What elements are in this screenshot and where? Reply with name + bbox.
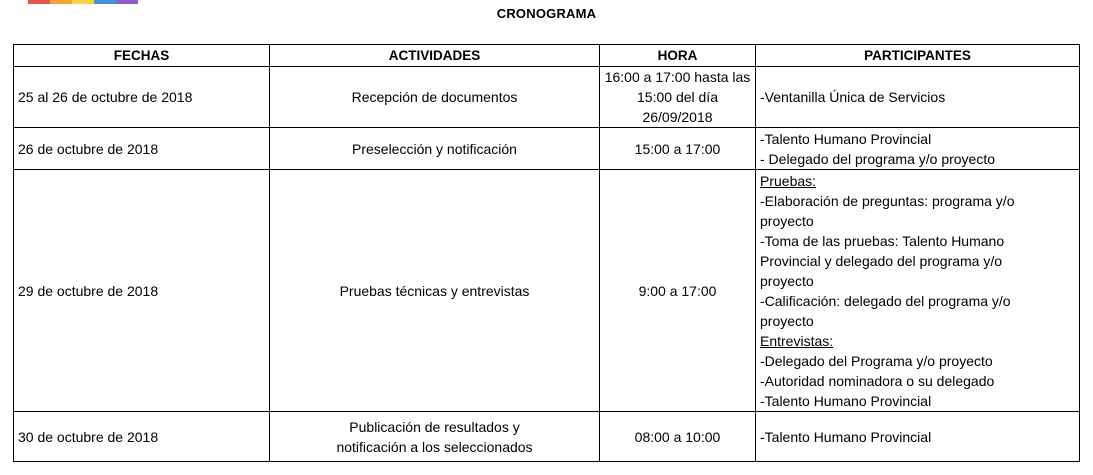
logo-color-bar	[28, 0, 50, 4]
cell-participantes: Pruebas: -Elaboración de preguntas: programa y/o proyecto -Toma de las pruebas: Talento Humano Provincial y delegado del programa y/o proyecto -Calificación: delegado del programa y/o proyecto Entrevistas: -Delegado del Programa y/o proyecto -Autoridad nominadora o su delegado -Talento Humano Provincial	[756, 170, 1080, 412]
logo-color-bar	[94, 0, 116, 4]
cell-fecha: 26 de octubre de 2018	[14, 128, 270, 170]
schedule-table	[13, 44, 1080, 462]
header-fechas: FECHAS	[14, 45, 270, 67]
page-title: CRONOGRAMA	[496, 6, 597, 21]
header-actividades: ACTIVIDADES	[270, 45, 600, 67]
section-heading-entrevistas: Entrevistas:	[760, 332, 834, 349]
cell-actividad: Publicación de resultados y notificación a los seleccionados	[270, 412, 600, 462]
logo-color-bar	[116, 0, 138, 4]
section-heading-pruebas: Pruebas:	[760, 172, 817, 189]
cell-hora: 9:00 a 17:00	[600, 170, 756, 412]
cell-participantes: -Talento Humano Provincial - Delegado del programa y/o proyecto	[756, 128, 1080, 170]
cell-hora: 16:00 a 17:00 hasta las 15:00 del día 26/09/2018	[600, 67, 756, 128]
cell-participantes: -Ventanilla Única de Servicios	[756, 67, 1080, 128]
cell-actividad: Pruebas técnicas y entrevistas	[270, 170, 600, 412]
cell-fecha: 30 de octubre de 2018	[14, 412, 270, 462]
logo-color-bar	[50, 0, 72, 4]
cell-hora: 15:00 a 17:00	[600, 128, 756, 170]
table-row	[14, 412, 1080, 462]
cell-hora: 08:00 a 10:00	[600, 412, 756, 462]
header-row	[14, 45, 1080, 67]
cell-fecha: 25 al 26 de octubre de 2018	[14, 67, 270, 128]
cell-fecha: 29 de octubre de 2018	[14, 170, 270, 412]
header-participantes: PARTICIPANTES	[756, 45, 1080, 67]
cell-actividad: Preselección y notificación	[270, 128, 600, 170]
table-row	[14, 67, 1080, 128]
header-hora: HORA	[600, 45, 756, 67]
table-row	[14, 128, 1080, 170]
logo-strip	[28, 0, 138, 4]
table-row	[14, 170, 1080, 412]
cell-participantes: -Talento Humano Provincial	[756, 412, 1080, 462]
logo-color-bar	[72, 0, 94, 4]
cell-actividad: Recepción de documentos	[270, 67, 600, 128]
